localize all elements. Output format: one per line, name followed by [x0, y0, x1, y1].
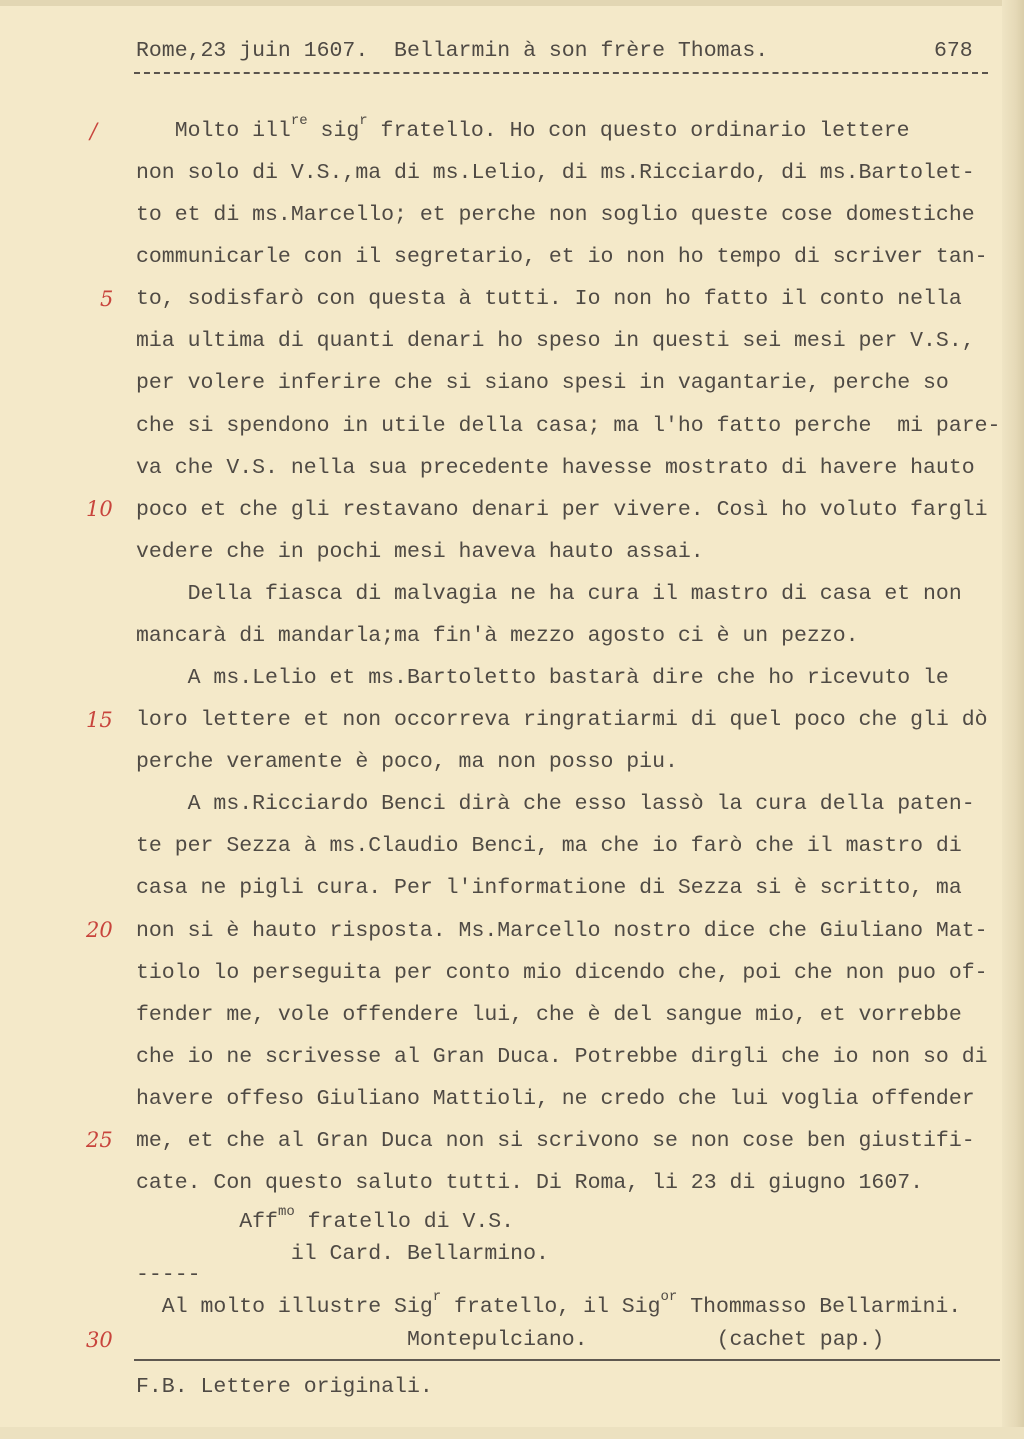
body-line — [136, 1044, 988, 1070]
text-segment: fratello. Ho con questo ordinario lettere — [367, 119, 910, 143]
body-line — [136, 202, 975, 228]
body-line — [136, 539, 704, 565]
text-segment: mancarà di mandarla;ma fin'à mezzo agosto ci è un pezzo. — [136, 623, 859, 648]
closing-line — [136, 1289, 962, 1322]
superscript-abbreviation: or — [660, 1289, 678, 1305]
text-segment: tiolo lo perseguita per conto mio dicendo che, poi che non puo of- — [136, 960, 988, 985]
text-segment: A ms.Ricciardo Benci dirà che esso lassò la cura della paten- — [136, 792, 975, 817]
text-segment: fratello, il Sig — [441, 1295, 661, 1319]
text-segment: vedere che in pochi mesi haveva hauto assai. — [136, 539, 704, 564]
body-line — [136, 455, 975, 481]
text-segment: A ms.Lelio et ms.Bartoletto bastarà dire che ho ricevuto le — [136, 666, 949, 691]
body-line — [136, 918, 988, 944]
footer-rule — [134, 1359, 1000, 1361]
running-header-title: Rome,23 juin 1607. Bellarmin à son frère Thomas. — [136, 39, 769, 63]
body-line — [136, 960, 988, 986]
text-segment: poco et che gli restavano denari per vivere. Così ho voluto fargli — [136, 497, 988, 522]
text-segment: Montepulciano. (cachet pap.) — [136, 1328, 885, 1352]
text-segment: to et di ms.Marcello; et perche non soglio queste cose domestiche — [136, 203, 975, 228]
margin-number: 15 — [86, 708, 113, 732]
text-segment: casa ne pigli cura. Per l'informatione di Sezza si è scritto, ma — [136, 876, 962, 901]
text-segment: mia ultima di quanti denari ho speso in questi sei mesi per V.S., — [136, 329, 975, 354]
margin-number: 5 — [100, 287, 114, 311]
body-line — [136, 833, 962, 859]
superscript-abbreviation: re — [290, 113, 308, 129]
text-segment: fender me, vole offendere lui, che è del sangue mio, et vorrebbe — [136, 1002, 962, 1027]
text-segment: havere offeso Giuliano Mattioli, ne credo che lui voglia offender — [136, 1086, 975, 1111]
body-line — [136, 113, 910, 146]
body-line — [136, 665, 949, 691]
closing-line — [136, 1204, 515, 1237]
body-line — [136, 1002, 962, 1028]
text-segment: va che V.S. nella sua precedente havesse mostrato di havere hauto — [136, 455, 975, 480]
body-line — [136, 875, 962, 901]
header-dashed-rule — [134, 72, 988, 74]
text-segment: non si è hauto risposta. Ms.Marcello nostro dice che Giuliano Mat- — [136, 918, 988, 943]
text-segment: to, sodisfarò con questa à tutti. Io non ho fatto il conto nella — [136, 287, 962, 312]
superscript-abbreviation: r — [432, 1289, 442, 1305]
text-segment: sig — [307, 119, 360, 143]
text-segment: Al molto illustre Sig — [136, 1295, 433, 1319]
text-segment: fratello di V.S. — [294, 1210, 515, 1234]
page-bottom-edge — [0, 1427, 1024, 1439]
text-segment: che io ne scrivesse al Gran Duca. Potrebbe dirgli che io non so di — [136, 1044, 988, 1069]
text-segment: per volere inferire che si siano spesi in vagantarie, perche so — [136, 371, 949, 396]
body-line — [136, 286, 962, 312]
text-segment: il Card. Bellarmino. — [136, 1242, 549, 1266]
text-segment: non solo di V.S.,ma di ms.Lelio, di ms.Ricciardo, di ms.Bartolet- — [136, 161, 975, 186]
body-line — [136, 581, 962, 607]
body-line — [136, 707, 988, 733]
body-line — [136, 244, 988, 270]
text-segment: ----- — [136, 1263, 201, 1287]
margin-number: 25 — [86, 1128, 113, 1152]
body-line — [136, 497, 988, 523]
text-segment: perche veramente è poco, ma non posso piu. — [136, 750, 678, 775]
page-right-edge — [1002, 0, 1024, 1439]
text-segment: che si spendono in utile della casa; ma l'ho fatto perche mi pare- — [136, 413, 1001, 438]
superscript-abbreviation: r — [359, 113, 368, 129]
body-line — [136, 160, 975, 186]
body-line — [136, 623, 859, 649]
source-note: F.B. Lettere originali. — [136, 1375, 433, 1399]
body-line — [136, 1170, 923, 1196]
text-segment: Molto ill — [136, 119, 291, 143]
text-segment: me, et che al Gran Duca non si scrivono se non cose ben giustifi- — [136, 1128, 975, 1153]
closing-line — [136, 1262, 201, 1288]
body-line — [136, 749, 678, 775]
text-segment: loro lettere et non occorreva ringratiarmi di quel poco che gli dò — [136, 708, 988, 733]
text-segment: Aff — [136, 1210, 278, 1234]
text-segment: communicarle con il segretario, et io non ho tempo di scriver tan- — [136, 245, 988, 270]
body-line — [136, 413, 1000, 439]
body-line — [136, 370, 949, 396]
page-number: 678 — [934, 39, 973, 63]
closing-line — [136, 1327, 884, 1353]
margin-number: 10 — [86, 497, 113, 521]
margin-number: / — [90, 119, 98, 143]
margin-number: 20 — [86, 918, 113, 942]
body-line — [136, 328, 975, 354]
text-segment: Thommasso Bellarmini. — [677, 1295, 962, 1319]
text-segment: cate. Con questo saluto tutti. Di Roma, li 23 di giugno 1607. — [136, 1171, 924, 1195]
body-line — [136, 1086, 975, 1112]
text-segment: te per Sezza à ms.Claudio Benci, ma che io farò che il mastro di — [136, 834, 962, 859]
margin-number: 30 — [86, 1328, 113, 1352]
body-line — [136, 1128, 975, 1154]
superscript-abbreviation: mo — [277, 1204, 295, 1220]
body-line — [136, 791, 975, 817]
page-top-edge — [0, 0, 1024, 6]
text-segment: Della fiasca di malvagia ne ha cura il mastro di casa et non — [136, 581, 962, 606]
